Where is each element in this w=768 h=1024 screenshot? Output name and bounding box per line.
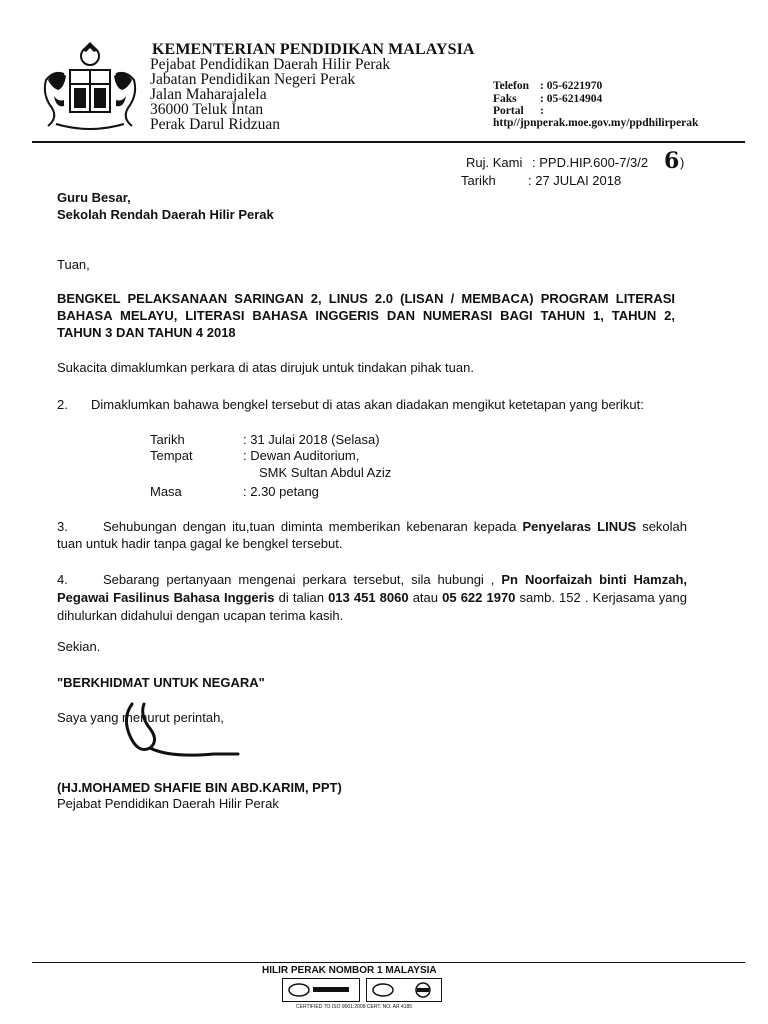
coat-of-arms-icon bbox=[34, 40, 146, 132]
paragraph-3 bbox=[57, 518, 687, 552]
detail-tarikh-label: Tarikh bbox=[150, 432, 185, 447]
paragraph-2-number: 2. bbox=[57, 397, 68, 412]
faks-label: Faks bbox=[493, 93, 517, 105]
subject: BENGKEL PELAKSANAAN SARINGAN 2, LINUS 2.0 (LISAN / MEMBACA) PROGRAM LITERASI BAHASA MELAYU, LITERASI BAHASA INGGERIS DAN NUMERASI BAGI TAHUN 1, TAHUN 2, TAHUN 3 DAN TAHUN 4 2018 bbox=[57, 291, 675, 340]
salutation: Tuan, bbox=[57, 257, 90, 272]
penyelaras-linus: Penyelaras LINUS bbox=[522, 519, 637, 534]
detail-tarikh-value: : 31 Julai 2018 (Selasa) bbox=[243, 432, 380, 447]
paragraph-3-number: 3. bbox=[57, 519, 68, 534]
saya-yang-menurut-perintah: Saya yang menurut perintah, bbox=[57, 710, 224, 725]
faks-value: : 05-6214904 bbox=[540, 93, 603, 105]
portal-label: Portal bbox=[493, 105, 524, 117]
tarikh-value: : 27 JULAI 2018 bbox=[528, 173, 622, 188]
portal-url: http//jpnperak.moe.gov.my/ppdhilirperak bbox=[493, 117, 699, 129]
detail-tempat-value: : Dewan Auditorium, bbox=[243, 448, 360, 463]
paragraph-4-number: 4. bbox=[57, 572, 68, 587]
paragraph-4-text-2: di talian bbox=[274, 590, 329, 605]
paragraph-4-text-3: atau bbox=[408, 590, 443, 605]
detail-tempat-value-2: SMK Sultan Abdul Aziz bbox=[259, 465, 392, 480]
ruj-close: ) bbox=[680, 155, 685, 170]
portal-value: : bbox=[540, 105, 544, 117]
iso-mark-icon bbox=[371, 982, 437, 998]
signer-office: Pejabat Pendidikan Daerah Hilir Perak bbox=[57, 796, 279, 811]
paragraph-3-text: Sehubungan dengan itu,tuan diminta memberikan kebenaran kepada bbox=[103, 519, 523, 534]
paragraph-4-text-4: samb. 152 . Kerjasama yang dihulurkan didahului dengan ucapan terima kasih. bbox=[57, 590, 688, 623]
certification-mark-icon bbox=[287, 982, 355, 998]
contact-person: Pn Noorfaizah binti Hamzah, Pegawai Fasilinus Bahasa Inggeris bbox=[57, 572, 687, 605]
ministry-name: KEMENTERIAN PENDIDIKAN MALAYSIA bbox=[152, 41, 475, 58]
recipient-title: Guru Besar, bbox=[57, 190, 131, 205]
address-line: 36000 Teluk Intan bbox=[150, 101, 264, 118]
certification-note: CERTIFIED TO ISO 9001:2008 CERT. NO. AR 4185 bbox=[296, 1004, 413, 1010]
address-line: Jabatan Pendidikan Negeri Perak bbox=[150, 71, 356, 88]
telefon-value: : 05-6221970 bbox=[540, 80, 603, 92]
signature-icon bbox=[110, 696, 260, 768]
footer-motto: HILIR PERAK NOMBOR 1 MALAYSIA bbox=[262, 965, 437, 976]
ruj-value: : PPD.HIP.600-7/3/2 bbox=[532, 155, 649, 170]
paragraph-4 bbox=[57, 571, 687, 625]
ruj-label: Ruj. Kami bbox=[466, 155, 523, 170]
iso-logo bbox=[366, 978, 442, 1002]
paragraph-1: Sukacita dimaklumkan perkara di atas dirujuk untuk tindakan pihak tuan. bbox=[57, 360, 474, 375]
detail-tempat-label: Tempat bbox=[150, 448, 193, 463]
motto: "BERKHIDMAT UNTUK NEGARA" bbox=[57, 675, 265, 690]
phone-office: 05 622 1970 bbox=[442, 590, 516, 605]
telefon-label: Telefon bbox=[493, 80, 529, 92]
letterhead-divider bbox=[32, 141, 745, 143]
address-line: Jalan Maharajalela bbox=[150, 86, 267, 103]
tarikh-label: Tarikh bbox=[461, 173, 496, 188]
paragraph-3-text-end: sekolah tuan untuk hadir tanpa gagal ke bengkel tersebut. bbox=[57, 519, 688, 551]
address-line: Pejabat Pendidikan Daerah Hilir Perak bbox=[150, 56, 391, 73]
phone-mobile: 013 451 8060 bbox=[328, 590, 409, 605]
ruj-handwritten-number: 6 bbox=[664, 148, 680, 174]
recipient-school: Sekolah Rendah Daerah Hilir Perak bbox=[57, 207, 274, 222]
paragraph-4-text: Sebarang pertanyaan mengenai perkara tersebut, sila hubungi , bbox=[103, 572, 502, 587]
signer-name: (HJ.MOHAMED SHAFIE BIN ABD.KARIM, PPT) bbox=[57, 780, 342, 795]
sekian: Sekian. bbox=[57, 639, 101, 654]
paragraph-2: Dimaklumkan bahawa bengkel tersebut di atas akan diadakan mengikut ketetapan yang berikut: bbox=[91, 397, 644, 412]
detail-masa-value: : 2.30 petang bbox=[243, 484, 319, 499]
detail-masa-label: Masa bbox=[150, 484, 182, 499]
footer-divider bbox=[32, 962, 745, 963]
address-line: Perak Darul Ridzuan bbox=[150, 116, 280, 133]
certification-logo bbox=[282, 978, 360, 1002]
